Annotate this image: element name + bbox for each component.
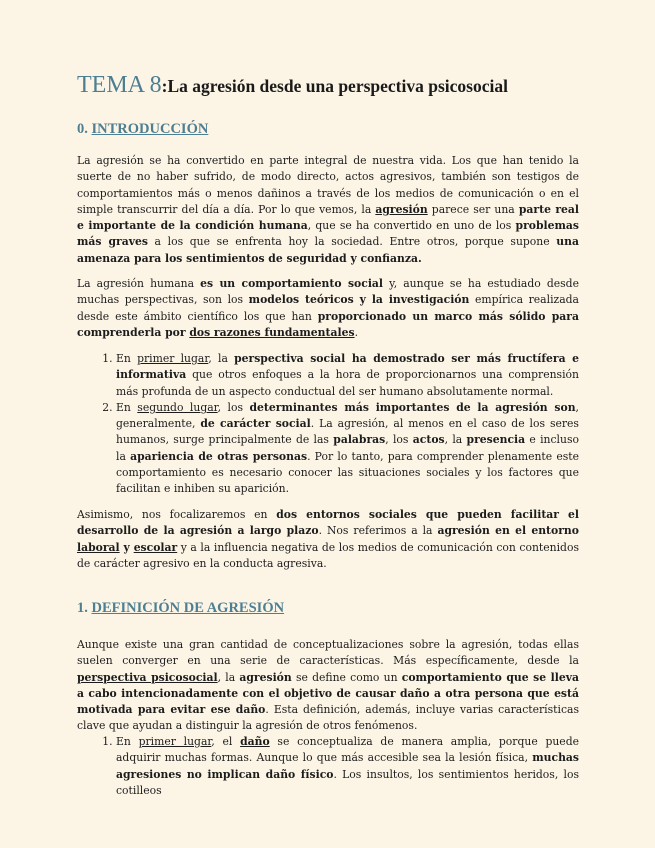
text-run: daño [240, 735, 270, 748]
text-run: En [116, 352, 138, 365]
text-run: segundo lugar [137, 400, 218, 414]
text-run: Aunque existe una gran cantidad de conceptualizaciones sobre la agresión, todas ellas suelen converger en una serie de características. Más específicamente, desde la [77, 638, 579, 668]
text-run: apariencia de otras personas [130, 449, 308, 463]
section-number: 1. [77, 600, 88, 616]
definicion-list [77, 734, 579, 799]
text-run: e incluso la [116, 433, 580, 463]
text-run: En [116, 400, 138, 414]
text-run: . Esta definición, además, incluye varias características clave que ayudan a distinguir la agresión de otros fenómenos. [77, 703, 579, 733]
text-run: parece ser una [427, 202, 519, 216]
title-rest: :La agresión desde una perspectiva psicosocial [161, 76, 508, 96]
text-run: determinantes más importantes de la agresión son [249, 400, 576, 414]
text-run: agresión [239, 670, 292, 684]
title-prefix: TEMA 8 [77, 72, 162, 98]
intro-paragraph-2 [77, 276, 579, 341]
text-run: que otros enfoques a la hora de proporcionarnos una comprensión más profunda de un aspecto conductual del ser humano absolutamente normal. [116, 368, 579, 398]
text-run: escolar [133, 540, 178, 554]
intro-paragraph-3 [77, 507, 579, 572]
definicion-paragraph-1 [77, 637, 579, 735]
list-item [116, 351, 579, 400]
text-run: se conceptualiza de manera amplia, porque puede adquirir muchas formas. Aunque lo que más accesible sea la lesión física, [116, 735, 579, 765]
text-run: modelos teóricos y la investigación [248, 293, 470, 307]
text-run: . La agresión, al menos en el caso de los seres humanos, surge principalmente de las [116, 417, 579, 447]
text-run: dos entornos sociales que pueden facilitar el desarrollo de la agresión a largo plazo [77, 508, 579, 538]
text-run: . Por lo tanto, para comprender plenamente este comportamiento es necesario conocer las situaciones sociales y los factores que facilitan e inhiben su aparición. [116, 449, 580, 496]
text-run: . [354, 325, 358, 339]
section-title: INTRODUCCIÓN [91, 121, 209, 137]
section-title: DEFINICIÓN DE AGRESIÓN [91, 600, 285, 616]
text-run: problemas más graves [77, 219, 580, 249]
text-run: , el [211, 735, 241, 748]
text-run: y a la influencia negativa de los medios de comunicación con contenidos de carácter agresivo en la conducta agresiva. [77, 540, 579, 570]
text-run: , la [217, 670, 240, 684]
text-run: . Los insultos, los sentimientos heridos, los cotilleos [116, 767, 579, 797]
text-run: , que se ha convertido en uno de los [307, 219, 516, 233]
text-run: comportamiento que se lleva a cabo intencionadamente con el objetivo de causar daño a otra persona que está motivada para evitar ese daño [77, 670, 579, 717]
intro-reasons-list [77, 351, 579, 498]
text-run: La agresión se ha convertido en parte integral de nuestra vida. Los que han tenido la suerte de no haber sufrido, de modo directo, actos agresivos, también son testigos de comportamientos más o menos dañinos a través de los medios de comunicación o en el simple transcurrir del día a día. Por lo que vemos, la [77, 154, 579, 216]
text-run: se define como un [291, 670, 402, 684]
text-run: proporcionado un marco más sólido para comprenderla por [77, 309, 579, 339]
text-run: , la [208, 352, 235, 365]
text-run: Asimismo, nos focalizaremos en [77, 508, 277, 521]
intro-paragraph-1 [77, 153, 579, 267]
section-heading-intro [77, 121, 208, 138]
text-run: primer lugar [138, 735, 212, 748]
text-run: a los que se enfrenta hoy la sociedad. Entre otros, porque supone [147, 235, 557, 249]
text-run: En [116, 735, 139, 748]
section-heading-definicion [77, 600, 284, 617]
text-run: y [119, 540, 134, 554]
text-run: y, aunque se ha estudiado desde muchas perspectivas, son los [77, 277, 579, 307]
list-item [116, 400, 579, 498]
text-run: agresión [375, 202, 428, 216]
text-run: agresión en el entorno [437, 524, 579, 538]
text-run: primer lugar [137, 352, 209, 365]
text-run: actos [412, 433, 445, 447]
text-run: , generalmente, [116, 400, 579, 431]
text-run: empírica realizada desde este ámbito científico los que han [77, 293, 579, 323]
page-title [77, 72, 508, 99]
text-run: laboral [77, 540, 120, 554]
text-run: es un comportamiento social [200, 277, 384, 290]
text-run: dos razones fundamentales [189, 325, 355, 339]
text-run: La agresión humana [77, 277, 201, 290]
text-run: , los [385, 433, 413, 447]
list-item [116, 734, 579, 799]
text-run: , la [444, 433, 467, 447]
text-run: muchas agresiones no implican daño físico [116, 751, 579, 781]
text-run: perspectiva psicosocial [77, 670, 218, 684]
section-number: 0. [77, 121, 88, 137]
text-run: presencia [466, 433, 526, 447]
text-run: , los [217, 400, 250, 414]
text-run: palabras [333, 433, 386, 447]
text-run: . Nos referimos a la [318, 524, 438, 538]
text-run: de carácter social [200, 417, 311, 431]
text-run: perspectiva social ha demostrado ser más fructífera e informativa [116, 352, 580, 382]
text-run: parte real e importante de la condición humana [77, 202, 580, 233]
text-run: una amenaza para los sentimientos de seguridad y confianza. [77, 235, 579, 265]
